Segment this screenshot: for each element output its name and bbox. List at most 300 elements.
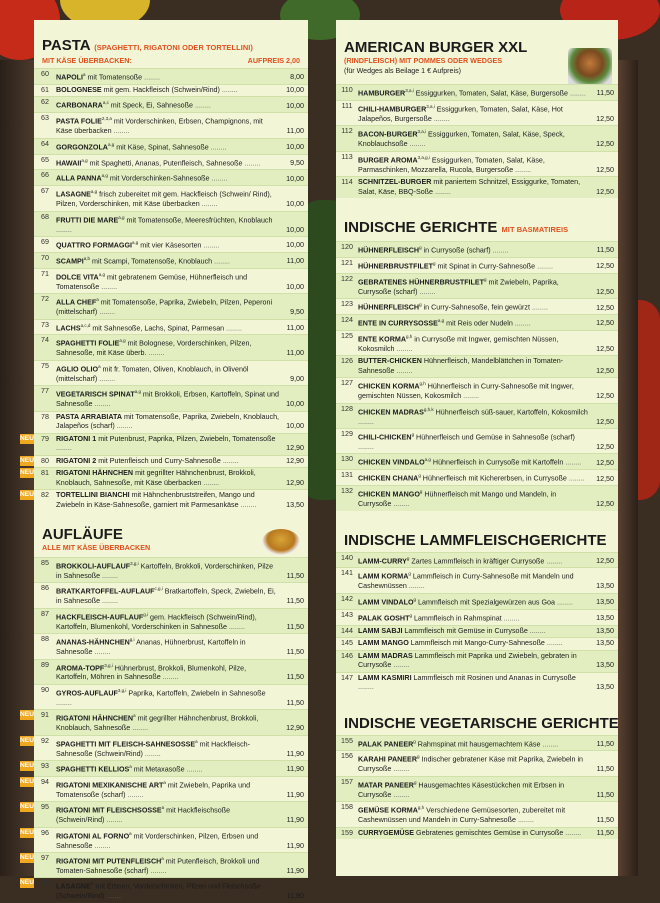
allergen-codes: g — [413, 738, 416, 744]
indisch-title-text: INDISCHE GERICHTE — [344, 219, 498, 236]
item-name: CHICKEN MADRAS — [358, 408, 424, 416]
item-description: Hühnerfleisch und Gemüse in Sahnesoße (scharf) — [414, 433, 575, 442]
item-name: CHICKEN MANGO — [358, 490, 420, 499]
allergen-codes: a — [161, 805, 165, 811]
item-text: ANANAS-HÄHNCHEN$^{g,i}$ Ananas, Hühnerbrust, Kartoffeln in Sahnesoße ........ 11,50 — [56, 637, 304, 656]
item-price: 12,50 — [596, 344, 614, 353]
allergen-codes: a,g — [98, 271, 105, 277]
item-name: CARBONARA — [56, 101, 103, 110]
item-text: RIGATONI HÄHNCHEN$^a$ mit gegrillter Hähnchenbrust, Brokkoli, Knoblauch, Sahnesoße ........ 12,90 — [56, 713, 304, 733]
item-price: 10,00 — [286, 282, 304, 291]
item-description: Essiggurken, Tomaten, Salat, Käse, Burgersoße — [413, 89, 568, 98]
allergen-codes: a — [129, 830, 132, 836]
item-price: 11,50 — [286, 571, 304, 580]
item-price: 11,50 — [596, 89, 614, 98]
allergen-codes: a — [96, 297, 99, 303]
allergen-codes: a,g — [437, 318, 445, 323]
item-description: in Currysoße mit Ingwer, gemischten Nüssen, Kokosmilch — [358, 335, 559, 353]
item-description: mit Erbsen, Vorderschinken, Pilzen und Fleischsoße (Schwein/Rind) — [56, 882, 261, 901]
item-price: 11,50 — [596, 816, 614, 824]
item-number: 156 — [341, 752, 353, 761]
menu-item — [34, 96, 308, 112]
item-text: BUTTER-CHICKEN Hühnerfleisch, Mandelblättchen in Tomaten-Sahnesoße ........ 12,50 — [358, 357, 614, 375]
item-text: QUATTRO FORMAGGI$^{a,g}$ mit vier Käsesorten ........ 10,00 — [56, 240, 304, 250]
item-name: CHICKEN KORMA — [358, 382, 420, 391]
item-price: 12,50 — [596, 392, 614, 401]
item-description: mit Spinat in Curry-Sahnesoße — [435, 262, 536, 271]
lamm-list — [336, 552, 618, 694]
auflauf-photo — [262, 529, 300, 555]
item-number: 159 — [341, 828, 353, 837]
item-text: CHICKEN KORMA$^{g,h}$ Hühnerfleisch in Curry-Sahnesoße mit Ingwer, gemischten Nüssen, Kokosmilch ........ 12,50 — [358, 381, 614, 401]
item-text: LACHS$^{a,c,d}$ mit Sahnesoße, Lachs, Spinat, Parmesan ........ 11,00 — [56, 322, 304, 332]
item-name: GEMÜSE KORMA — [358, 806, 418, 815]
item-name: NAPOLI — [56, 73, 83, 82]
item-number: 125 — [341, 331, 353, 340]
item-text: BURGER AROMA$^{3,a,g,i}$ Essiggurken, Tomaten, Salat, Käse, Parmaschinken, Mozzarella, Rucola, Burgersoße ........ 12,50 — [358, 154, 614, 174]
item-text: TORTELLINI BIANCHI mit Hähnchenbruststreifen, Mango und Zwiebeln in Käse-Sahnesoße, garniert mit Parmesankäse ........ 13,50 — [56, 491, 304, 509]
burger-title-text: AMERICAN BURGER XXL — [344, 39, 528, 56]
allergen-codes: a,g — [81, 157, 88, 163]
item-description: mit Sahnesoße, Lachs, Spinat, Parmesan — [90, 323, 225, 332]
item-text: RIGATONI HÄHNCHEN mit gegrillter Hähnchenbrust, Brokkoli, Knoblauch, Sahnesoße, mit Käse überbacken ........ 12,90 — [56, 469, 304, 487]
item-description: Hühnerfleisch mit Kichererbsen, in Currysoße — [420, 474, 567, 483]
menu-item — [34, 84, 308, 97]
item-text: GORGONZOLA$^{a,g}$ mit Käse, Spinat, Sahnesoße ........ 10,00 — [56, 141, 304, 151]
item-number: 67 — [41, 187, 49, 196]
item-description: mit Brokkoli, Erbsen, Kartoffeln, Spinat und Sahnesoße — [56, 390, 279, 408]
item-name: HAWAII — [56, 158, 82, 167]
item-number: 144 — [341, 626, 353, 635]
item-description: Lammfleisch in Curry-Sahnesoße mit Mandeln und Cashewnüssen — [358, 572, 574, 591]
new-badge: NEU — [20, 711, 34, 719]
item-number: 68 — [41, 212, 49, 221]
item-text: RIGATONI MIT FLEISCHSOSSE$^a$ mit Hackfleischsoße (Schwein/Rind) ........ 11,90 — [56, 805, 304, 825]
item-price: 10,00 — [286, 174, 304, 183]
item-name: HACKFLEISCH-AUFLAUF — [56, 613, 144, 622]
auflaeufe-subtitle-text: ALLE MIT KÄSE ÜBERBACKEN — [42, 543, 151, 552]
item-number: 81 — [41, 469, 49, 477]
item-description: Kartoffeln, Brokkoli, Vorderschinken, Pilze in Sahnesoße — [56, 562, 274, 580]
item-description: mit Spaghetti, Ananas, Putenfleisch, Sahnesoße — [87, 158, 243, 167]
item-price: 8,00 — [290, 73, 304, 82]
item-description: Essiggurken, Tomaten, Salat, Käse, Parmaschinken, Mozzarella, Rucola, Burgersoße — [358, 156, 545, 174]
burger-note: (für Wedges als Beilage 1 € Aufpreis) — [344, 67, 461, 75]
item-number: 75 — [41, 361, 49, 370]
allergen-codes: 3,g,i — [104, 662, 113, 668]
allergen-codes: 3,a,g,i — [417, 154, 430, 160]
item-text: DOLCE VITA$^{a,g}$ mit gebratenem Gemüse, Hühnerfleisch und Tomatensoße ........ 10,00 — [56, 271, 304, 291]
item-price: 12,50 — [596, 556, 614, 565]
new-badge: NEU — [20, 828, 34, 836]
item-text: HACKFLEISCH-AUFLAUF$^{g,i}$ gem. Hackfleisch (Schwein/Rind), Kartoffeln, Blumenkohl, Vorderschinken in Sahnesoße ........ 11,50 — [56, 611, 304, 631]
item-description: mit Tomatensoße, Paprika, Zwiebeln, Pilzen, Peperoni (mittelscharf) — [56, 298, 273, 316]
menu-item — [34, 68, 308, 84]
item-number: 141 — [341, 569, 353, 578]
item-name: SPAGHETTI FOLIE — [56, 339, 120, 348]
item-price: 13,50 — [286, 500, 304, 509]
item-number: 90 — [41, 685, 49, 694]
item-number: 91 — [41, 711, 49, 720]
menu-item — [336, 257, 618, 273]
item-price: 12,90 — [286, 724, 304, 733]
item-name: VEGETARISCH SPINAT — [56, 390, 135, 399]
item-number: 128 — [341, 404, 353, 413]
menu-item — [336, 176, 618, 198]
item-description: Hühnerfleisch in Curry-Sahnesoße mit Ingwer, gemischten Nüssen, Kokosmilch — [358, 382, 574, 401]
item-description: Lammfleisch mit Rosinen und Ananas in Currysoße — [411, 673, 576, 682]
menu-item — [34, 334, 308, 359]
menu-item — [34, 360, 308, 385]
item-number: 98 — [41, 879, 49, 888]
item-text: ALLA CHEF$^a$ mit Tomatensoße, Paprika, Zwiebeln, Pilzen, Peperoni (mittelscharf) ........ 9,50 — [56, 297, 304, 316]
item-description: mit Hackfleischsoße (Schwein/Rind) — [56, 806, 231, 825]
item-number: 132 — [341, 487, 353, 496]
item-price: 12,90 — [286, 456, 304, 465]
item-price: 11,90 — [286, 892, 304, 901]
pasta-title — [34, 38, 308, 56]
item-description: mit vier Käsesorten — [138, 241, 202, 250]
item-text: CHICKEN MANGO$^g$ Hühnerfleisch mit Mango und Mandeln, in Currysoße ........ 12,50 — [358, 489, 614, 508]
item-number: 113 — [341, 152, 353, 161]
allergen-codes: g — [406, 555, 410, 561]
menu-item — [34, 154, 308, 170]
item-text: ENTE KORMA$^{g,h}$ in Currysoße mit Ingwer, gemischten Nüssen, Kokosmilch ........ 12,50 — [358, 333, 614, 353]
item-description: Lammfleisch mit Paprika und Zwiebeln, gebraten in Currysoße — [358, 651, 577, 669]
item-name: RIGATONI AL FORNO — [56, 832, 130, 840]
item-price: 11,50 — [596, 739, 614, 748]
menu-item — [336, 750, 618, 775]
menu-item — [34, 138, 308, 154]
item-description: mit Putenfleisch, Brokkoli und Tomaten-Sahnesoße (scharf) — [56, 857, 260, 875]
item-price: 11,50 — [596, 790, 614, 799]
allergen-codes: a,g — [90, 189, 98, 195]
item-price: 10,00 — [286, 200, 304, 209]
menu-item — [336, 314, 618, 330]
allergen-codes: a,b — [83, 255, 91, 261]
item-text: LASAGNE$^{a,g}$ frisch zubereitet mit gem. Hackfleisch (Schwein/ Rind), Pilzen, Vorderschinken, mit Käse überbacken ........ 10,00 — [56, 189, 304, 209]
item-description: Lammfleisch mit Gemüse in Currysoße — [402, 626, 528, 635]
item-name: LAMM KASMIRI — [358, 673, 412, 682]
allergen-codes: g — [418, 473, 421, 479]
menu-item — [20, 801, 308, 826]
item-text: HÜHNERBRUSTFILET$^g$ mit Spinat in Curry-Sahnesoße ........ 12,50 — [358, 260, 614, 271]
item-price: 11,90 — [286, 866, 304, 875]
menu-item — [34, 252, 308, 268]
item-number: 63 — [41, 114, 49, 123]
item-description: Lammfleisch mit Mango-Curry-Sahnesoße — [408, 639, 545, 647]
item-description: mit gegrillter Hähnchenbrust, Brokkoli, Knoblauch, Sahnesoße — [56, 714, 259, 733]
item-description: mit Tomatensoße, Meeresfrüchten, Knoblauch — [124, 216, 273, 224]
item-name: SPAGHETTI KELLIOS — [56, 765, 130, 774]
allergen-codes: g — [419, 489, 423, 495]
menu-item — [336, 453, 618, 469]
item-price: 13,50 — [596, 639, 614, 647]
item-text: GYROS-AUFLAUF$^{3,g,i}$ Paprika, Kartoffeln, Zwiebeln in Sahnesoße ........ 11,50 — [56, 687, 304, 707]
item-description: Lammfleisch in Rahmspinat — [411, 614, 502, 622]
item-number: 97 — [41, 854, 49, 862]
new-badge: NEU — [20, 736, 34, 744]
menu-item — [20, 760, 308, 776]
item-name: SPAGHETTI MIT FLEISCH-SAHNESOSSE — [56, 740, 196, 748]
item-price: 13,50 — [596, 661, 614, 669]
new-badge: NEU — [20, 879, 34, 887]
item-text: SCAMPI$^{a,b}$ mit Scampi, Tomatensoße, Knoblauch ........ 11,00 — [56, 255, 304, 266]
item-text: AGLIO OLIO$^a$ mit fr. Tomaten, Oliven, Knoblauch, in Olivenöl (mittelscharf) ........ 9,00 — [56, 363, 304, 383]
item-number: 110 — [341, 86, 353, 94]
lamm-title-text: INDISCHE LAMMFLEISCHGERICHTE — [344, 531, 607, 549]
item-text: LAMM VINDALO$^g$ Lammfleisch mit Spezialgewürzen aus Goa ........ 13,50 — [358, 596, 614, 607]
item-description: mit fr. Tomaten, Oliven, Knoblauch, in Olivenöl (mittelscharf) — [56, 365, 249, 383]
item-name: ENTE IN CURRYSOSSE — [358, 319, 438, 328]
item-text: LAMM MADRAS Lammfleisch mit Paprika und Zwiebeln, gebraten in Currysoße ........ 13,50 — [358, 651, 614, 669]
menu-item — [34, 268, 308, 293]
item-name: HÜHNERFLEISCH — [358, 303, 420, 312]
item-text: PASTA ARRABIATA mit Tomatensoße, Paprika, Zwiebeln, Knoblauch, Jalapeños (scharf) ........ 10,00 — [56, 412, 304, 430]
item-number: 142 — [341, 594, 353, 603]
menu-item — [336, 330, 618, 355]
allergen-codes: g — [413, 596, 417, 602]
menu-item — [20, 776, 308, 801]
menu-item — [34, 211, 308, 236]
item-price: 13,50 — [596, 683, 614, 691]
item-description: frisch zubereitet mit gem. Hackfleisch (Schwein/ Rind), Pilzen, Vorderschinken, mit Käse überbacken — [56, 190, 272, 209]
item-name: MATAR PANEER — [358, 781, 414, 790]
allergen-codes: g — [409, 612, 412, 618]
item-number: 126 — [341, 357, 353, 366]
allergen-codes: g — [413, 779, 417, 785]
item-number: 129 — [341, 430, 353, 438]
item-number: 78 — [41, 412, 49, 421]
lamm-section — [336, 533, 618, 694]
item-number: 120 — [341, 243, 353, 251]
allergen-codes: g — [432, 260, 436, 266]
item-number: 157 — [341, 777, 353, 786]
menu-item — [336, 125, 618, 150]
item-number: 111 — [341, 101, 353, 110]
menu-item — [34, 385, 308, 410]
menu-item — [336, 355, 618, 377]
item-text: HAMBURGER$^{3,a,i}$ Essiggurken, Tomaten, Salat, Käse, Burgersoße ........ 11,50 — [358, 88, 614, 98]
item-number: 74 — [41, 336, 49, 345]
item-text: CHILI-HAMBURGER$^{3,a,i}$ Essiggurken, Tomaten, Salat, Käse, Hot Jalapeños, Burgersoße ........ 12,50 — [358, 103, 614, 123]
item-price: 11,90 — [286, 841, 304, 850]
item-price: 12,50 — [596, 287, 614, 296]
item-number: 85 — [41, 559, 49, 567]
menu-item — [336, 428, 618, 453]
item-name: LAMM KORMA — [358, 572, 409, 581]
item-text: SPAGHETTI KELLIOS$^a$ mit Metaxasoße ........ 11,90 — [56, 764, 304, 774]
item-price: 11,50 — [286, 597, 304, 606]
item-name: PALAK GOSHT — [358, 614, 410, 622]
allergen-codes: a,c — [102, 100, 109, 106]
item-price: 11,50 — [286, 622, 304, 631]
item-number: 131 — [341, 471, 353, 480]
item-name: CURRYGEMÜSE — [358, 828, 415, 837]
item-description: mit gem. Hackfleisch (Schwein/Rind) — [101, 85, 220, 94]
item-name: CHICKEN CHANA — [358, 474, 419, 483]
menu-item — [336, 637, 618, 650]
item-description: Ananas, Hühnerbrust, Kartoffeln in Sahnesoße — [56, 638, 246, 656]
burger-subtitle-text: (RINDFLEISCH) MIT POMMES ODER WEDGES — [344, 56, 503, 65]
item-text: SCHNITZEL-BURGER mit paniertem Schnitzel, Essiggurke, Tomaten, Salat, Käse, BBQ-Soße ........ 12,50 — [358, 178, 614, 196]
item-name: HÜHNERFLEISCH — [358, 246, 420, 255]
item-text: HÜHNERFLEISCH$^g$ in Curry-Sahnesoße, fein gewürzt ........ 12,50 — [358, 302, 614, 312]
menu-item — [336, 377, 618, 402]
item-description: Lammfleisch mit Spezialgewürzen aus Goa — [416, 598, 555, 607]
item-text: LAMM SABJI Lammfleisch mit Gemüse in Currysoße ........ 13,50 — [358, 626, 614, 635]
item-name: PASTA FOLIE — [56, 117, 102, 126]
item-name: HÜHNERBRUSTFILET — [358, 262, 433, 271]
item-number: 87 — [41, 609, 49, 618]
item-text: RIGATONI AL FORNO$^a$ mit Vorderschinken, Pilzen, Erbsen und Sahnesoße ........ 11,90 — [56, 830, 304, 850]
allergen-codes: 2,3,a — [101, 116, 112, 122]
auflaeufe-title-text: AUFLÄUFE — [42, 526, 123, 543]
allergen-codes: a — [163, 779, 166, 785]
item-price: 11,50 — [286, 673, 304, 682]
item-text: HÜHNERFLEISCH$^g$ in Currysoße (scharf) ........ 11,50 — [358, 245, 614, 255]
item-name: BOLOGNESE — [56, 85, 102, 94]
item-price: 12,90 — [286, 478, 304, 487]
item-text: SPAGHETTI MIT FLEISCH-SAHNESOSSE$^a$ mit Hackfleisch-Sahnesoße (Schwein/Rind) ........ 11,90 — [56, 738, 304, 758]
item-name: RIGATONI MEXIKANISCHE ART — [56, 781, 164, 790]
menu-item — [34, 633, 308, 658]
allergen-codes: a,g — [107, 141, 115, 147]
menu-item — [336, 801, 618, 826]
allergen-codes: a — [161, 856, 164, 861]
item-number: 71 — [41, 269, 49, 278]
new-badge: NEU — [20, 854, 34, 861]
item-name: SCHNITZEL-BURGER — [358, 178, 432, 186]
item-text: RIGATONI 2 mit Putenfleisch und Curry-Sahnesoße ........ 12,90 — [56, 456, 304, 465]
allergen-codes: 3,g,i — [130, 561, 139, 566]
item-price: 11,90 — [286, 749, 304, 758]
allergen-codes: g — [416, 754, 420, 760]
item-price: 11,90 — [286, 816, 304, 825]
item-description: mit gegrillter Hähnchenbrust, Brokkoli, Knoblauch, Sahnesoße, mit Käse überbacken — [56, 469, 256, 487]
item-name: LAMM MANGO — [358, 639, 409, 647]
item-number: 69 — [41, 238, 49, 246]
item-description: mit Scampi, Tomatensoße, Knoblauch — [90, 257, 213, 266]
item-description: mit Käse, Spinat, Sahnesoße — [114, 143, 209, 151]
item-name: RIGATONI HÄHNCHEN — [56, 469, 134, 477]
menu-item — [336, 625, 618, 638]
menu-item — [20, 735, 308, 760]
item-text: NAPOLI$^a$ mit Tomatensoße ........ 8,00 — [56, 72, 304, 82]
item-name: GEBRATENES HÜHNERBRUSTFILET — [358, 278, 485, 287]
item-description: Zartes Lammfleisch in kräftiger Currysoße — [409, 556, 545, 565]
item-text: HAWAII$^{a,g}$ mit Spaghetti, Ananas, Putenfleisch, Sahnesoße ........ 9,50 — [56, 157, 304, 167]
burger-list — [336, 84, 618, 198]
item-number: 66 — [41, 171, 49, 180]
menu-item — [336, 609, 618, 625]
item-description: Hühnerbrust, Brokkoli, Blumenkohl, Pilze, Kartoffeln, Möhren in Sahnesoße — [56, 663, 247, 682]
item-description: mit Speck, Ei, Sahnesoße — [108, 101, 193, 110]
item-text: PALAK PANEER$^g$ Rahmspinat mit hausgemachtem Käse ........ 11,50 — [358, 738, 614, 748]
new-badge: NEU — [20, 491, 34, 498]
item-description: in Curry-Sahnesoße, fein gewürzt — [421, 303, 530, 312]
item-description: mit Vorderschinken, Pilzen, Erbsen und Sahnesoße — [56, 832, 259, 850]
item-price: 10,00 — [286, 85, 304, 94]
item-text: LASAGNE$^a$ mit Erbsen, Vorderschinken, Pilzen und Fleischsoße (Schwein/Rind) ........ 11,90 — [56, 881, 304, 901]
allergen-codes: a — [98, 363, 101, 369]
item-text: BRATKARTOFFEL-AUFLAUF$^{c,g,i}$ Bratkartoffeln, Speck, Zwiebeln, Ei, in Sahnesoße ........ 11,50 — [56, 586, 304, 606]
item-price: 12,50 — [596, 165, 614, 174]
item-number: 155 — [341, 736, 353, 745]
item-name: QUATTRO FORMAGGI — [56, 241, 133, 250]
menu-item — [34, 684, 308, 709]
menu-item — [20, 877, 308, 902]
menu-item — [336, 241, 618, 257]
item-name: BRATKARTOFFEL-AUFLAUF — [56, 587, 155, 596]
allergen-codes: g — [484, 276, 487, 282]
item-name: LAMM VINDALO — [358, 598, 414, 607]
menu-item — [336, 485, 618, 510]
menu-item — [336, 593, 618, 609]
item-name: PALAK PANEER — [358, 739, 414, 748]
auflaeufe-section — [20, 526, 308, 903]
menu-item — [34, 659, 308, 684]
item-description: mit Hähnchenbruststreifen, Mango und Zwiebeln in Käse-Sahnesoße, garniert mit Parmesankäse — [56, 491, 255, 509]
item-text: CARBONARA$^{a,c}$ mit Speck, Ei, Sahnesoße ........ 10,00 — [56, 100, 304, 110]
item-text: AROMA-TOPF$^{3,g,i}$ Hühnerbrust, Brokkoli, Blumenkohl, Pilze, Kartoffeln, Möhren in Sahnesoße ........ 11,50 — [56, 662, 304, 682]
allergen-codes: a — [133, 713, 136, 719]
item-number: 127 — [341, 379, 353, 388]
item-number: 145 — [341, 639, 353, 647]
item-number: 114 — [341, 178, 353, 186]
pasta-subtitle: (SPAGHETTI, RIGATONI ODER TORTELLINI) — [94, 43, 253, 52]
menu-item — [34, 169, 308, 185]
item-description: mit Zwiebeln, Paprika, Currysoße (scharf) — [358, 278, 559, 296]
item-price: 9,50 — [290, 308, 304, 316]
item-price: 11,50 — [596, 246, 614, 255]
menu-item — [20, 433, 308, 455]
item-name: KARAHI PANEER — [358, 755, 417, 764]
item-name: LACHS — [56, 323, 81, 332]
item-description: in Currysoße (scharf) — [421, 246, 491, 255]
item-price: 12,50 — [596, 474, 614, 483]
item-text: PALAK GOSHT$^g$ Lammfleisch in Rahmspinat ........ 13,50 — [358, 612, 614, 622]
pasta-section — [20, 37, 308, 511]
item-description: Essiggurken, Tomaten, Salat, Käse, Speck, Knoblauchsoße — [358, 130, 565, 149]
item-number: 82 — [41, 491, 49, 499]
item-description: mit Tomatensoße — [85, 73, 143, 82]
allergen-codes: a,g — [101, 173, 108, 179]
item-price: 10,00 — [286, 422, 304, 430]
burger-section — [336, 40, 618, 198]
item-price: 12,50 — [596, 366, 614, 375]
wood-edge-right — [618, 60, 638, 876]
item-number: 112 — [341, 127, 353, 136]
item-description: mit Metaxasoße — [131, 765, 185, 774]
new-badge: NEU — [20, 777, 34, 785]
menu-item — [336, 84, 618, 100]
item-description: Bratkartoffeln, Speck, Zwiebeln, Ei, in Sahnesoße — [56, 587, 276, 606]
item-text: MATAR PANEER$^g$ Hausgemachtes Käsestückchen mit Erbsen in Currysoße ........ 11,50 — [358, 779, 614, 799]
item-description: mit Hackfleisch-Sahnesoße (Schwein/Rind) — [56, 740, 251, 758]
item-description: mit Tomatensoße, Paprika, Zwiebeln, Knoblauch, Jalapeños (scharf) — [56, 412, 280, 430]
item-name: DOLCE VITA — [56, 273, 99, 282]
allergen-codes: g — [411, 432, 415, 437]
item-text: CHICKEN MADRAS$^{g,h,k}$ Hühnerfleisch süß-sauer, Kartoffeln, Kokosmilch ........ 12,50 — [358, 406, 614, 426]
item-text: RIGATONI MIT PUTENFLEISCH$^a$ mit Putenfleisch, Brokkoli und Tomaten-Sahnesoße (scharf) ........ 11,90 — [56, 856, 304, 875]
menu-item — [336, 827, 618, 840]
item-name: LAMM MADRAS — [358, 651, 413, 660]
item-number: 147 — [341, 673, 353, 682]
item-price: 10,00 — [286, 400, 304, 408]
menu-item — [34, 112, 308, 137]
item-description: Essiggurken, Tomaten, Salat, Käse, Hot Jalapeños, Burgersoße — [358, 105, 563, 123]
